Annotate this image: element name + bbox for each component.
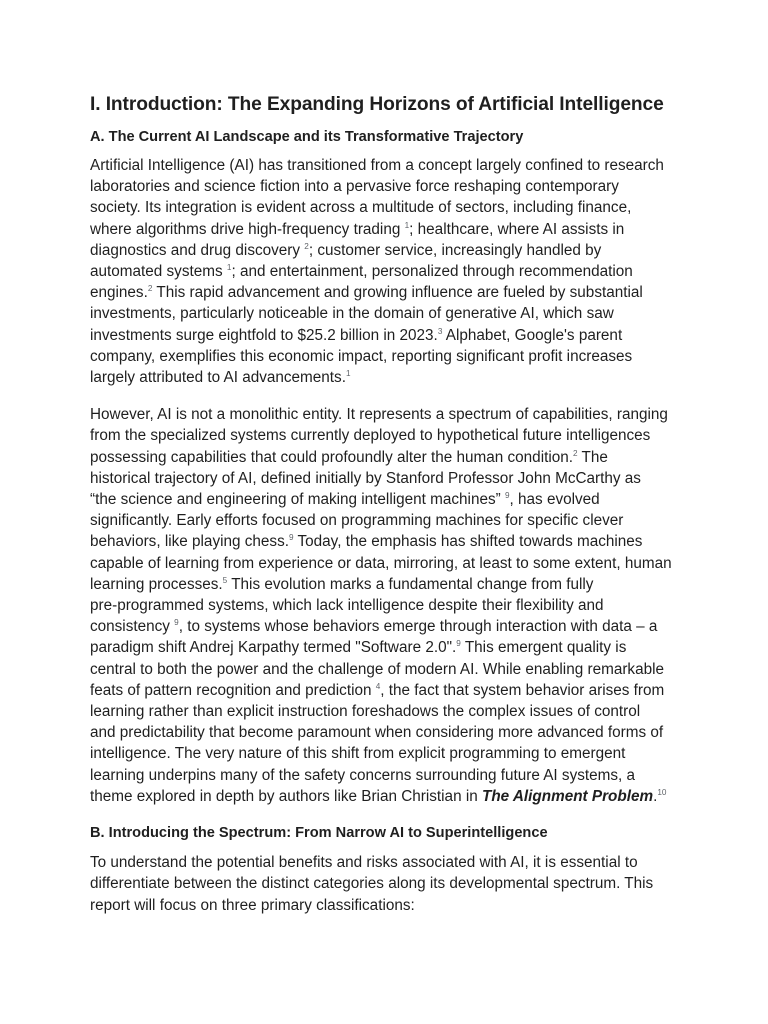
citation-superscript: 3 bbox=[437, 326, 443, 336]
text-run: pre-programmed systems, which lack intelligence despite their flexibility and bbox=[90, 597, 604, 615]
citation-superscript: 1 bbox=[226, 262, 232, 272]
citation-superscript: 2 bbox=[304, 241, 309, 251]
paragraph-line bbox=[90, 616, 690, 637]
paragraph-line bbox=[90, 574, 690, 595]
paragraph-line bbox=[90, 680, 690, 701]
paragraph-line bbox=[90, 346, 690, 367]
citation-superscript: 1 bbox=[345, 368, 351, 378]
text-run: society. Its integration is evident across a multitude of sectors, including finance, bbox=[90, 199, 632, 217]
paragraph-line bbox=[90, 325, 690, 346]
text-run: , has evolved bbox=[509, 491, 600, 509]
paragraph-line bbox=[90, 219, 690, 240]
paragraph-line bbox=[90, 765, 690, 786]
text-run: feats of pattern recognition and prediction bbox=[90, 681, 376, 699]
text-run: , the fact that system behavior arises from bbox=[380, 681, 665, 699]
text-run: automated systems bbox=[90, 263, 227, 281]
citation-superscript: 9 bbox=[456, 639, 461, 649]
paragraph-line bbox=[90, 553, 690, 574]
text-run: diagnostics and drug discovery bbox=[90, 241, 305, 259]
citation-superscript: 9 bbox=[288, 533, 294, 543]
text-run: learning underpins many of the safety concerns surrounding future AI systems, a bbox=[90, 766, 636, 784]
paragraph-line bbox=[90, 176, 690, 197]
subsection-title-a: A. The Current AI Landscape and its Transformative Trajectory bbox=[90, 129, 524, 145]
paragraph-3 bbox=[90, 852, 690, 916]
text-run: largely attributed to AI advancements. bbox=[90, 369, 346, 387]
paragraph-2 bbox=[90, 404, 690, 807]
paragraph-line bbox=[90, 743, 690, 764]
text-run: ; customer service, increasingly handled by bbox=[308, 241, 602, 259]
paragraph-line bbox=[90, 895, 690, 916]
text-run: intelligence. The very nature of this shift from explicit programming to emergent bbox=[90, 745, 626, 763]
paragraph-line bbox=[90, 510, 690, 531]
text-run: learning rather than explicit instruction foreshadows the complex issues of control bbox=[90, 703, 641, 721]
text-run: possessing capabilities that could profoundly alter the human condition. bbox=[90, 448, 574, 466]
text-run: from the specialized systems currently deployed to hypothetical future intelligences bbox=[90, 427, 651, 445]
text-run: . bbox=[653, 787, 658, 805]
paragraph-line bbox=[90, 155, 690, 176]
paragraph-line bbox=[90, 852, 690, 873]
text-run: significantly. Early efforts focused on programming machines for specific clever bbox=[90, 512, 624, 530]
text-run: investments, particularly noticeable in the domain of generative AI, which saw bbox=[90, 305, 614, 323]
paragraph-line bbox=[90, 659, 690, 680]
text-run: theme explored in depth by authors like Brian Christian in bbox=[90, 787, 482, 805]
subsection-title-b: B. Introducing the Spectrum: From Narrow AI to Superintelligence bbox=[90, 825, 548, 842]
text-run: paradigm shift Andrej Karpathy termed "Software 2.0". bbox=[90, 639, 457, 657]
paragraph-line bbox=[90, 468, 690, 489]
paragraph-line bbox=[90, 637, 690, 658]
paragraph-line bbox=[90, 489, 690, 510]
citation-superscript: 4 bbox=[375, 681, 381, 691]
text-run: To understand the potential benefits and risks associated with AI, it is essential to bbox=[90, 854, 638, 872]
section-title: I. Introduction: The Expanding Horizons of Artificial Intelligence bbox=[90, 94, 664, 115]
text-run: engines. bbox=[90, 284, 148, 302]
text-run: ; and entertainment, personalized through recommendation bbox=[231, 263, 633, 281]
text-run: historical trajectory of AI, defined initially by Stanford Professor John McCarthy as bbox=[90, 469, 641, 487]
paragraph-line bbox=[90, 447, 690, 468]
citation-superscript: 9 bbox=[174, 618, 179, 628]
paragraph-line bbox=[90, 425, 690, 446]
text-run: Today, the emphasis has shifted towards machines bbox=[293, 533, 643, 551]
citation-superscript: 10 bbox=[657, 787, 667, 797]
paragraph-line bbox=[90, 595, 690, 616]
document-page bbox=[90, 92, 690, 916]
citation-superscript: 2 bbox=[147, 284, 153, 294]
paragraph-line bbox=[90, 873, 690, 894]
citation-superscript: 9 bbox=[504, 490, 510, 500]
text-run: central to both the power and the challenge of modern AI. While enabling remarkable bbox=[90, 660, 664, 678]
paragraph-line bbox=[90, 404, 690, 425]
paragraph-line bbox=[90, 701, 690, 722]
text-run: The bbox=[577, 448, 608, 466]
text-run: capable of learning from experience or data, mirroring, at least to some extent, human bbox=[90, 554, 672, 572]
text-run: where algorithms drive high-frequency trading bbox=[90, 220, 405, 238]
text-run: “the science and engineering of making intelligent machines” bbox=[90, 491, 505, 509]
text-run: This rapid advancement and growing influence are fueled by substantial bbox=[152, 284, 643, 302]
paragraph-line bbox=[90, 282, 690, 303]
book-title: The Alignment Problem bbox=[481, 787, 654, 805]
text-run: Artificial Intelligence (AI) has transitioned from a concept largely confined to research bbox=[90, 157, 664, 174]
text-run: behaviors, like playing chess. bbox=[90, 533, 289, 551]
paragraph-line bbox=[90, 303, 690, 324]
text-run: laboratories and science fiction into a pervasive force reshaping contemporary bbox=[90, 178, 619, 196]
text-run: , to systems whose behaviors emerge through interaction with data – a bbox=[178, 618, 658, 636]
paragraph-line bbox=[90, 722, 690, 743]
text-run: This emergent quality is bbox=[460, 639, 627, 657]
text-run: consistency bbox=[90, 618, 175, 636]
text-run: However, AI is not a monolithic entity. It represents a spectrum of capabilities, ranging bbox=[90, 406, 668, 424]
paragraph-line bbox=[90, 367, 690, 388]
text-run: differentiate between the distinct categories along its developmental spectrum. This bbox=[90, 875, 654, 893]
text-run: This evolution marks a fundamental change from fully bbox=[227, 575, 594, 593]
paragraph-line bbox=[90, 240, 690, 261]
text-run: and predictability that become paramount when considering more advanced forms of bbox=[90, 724, 664, 742]
text-run: report will focus on three primary classifications: bbox=[90, 896, 415, 914]
paragraph-line bbox=[90, 197, 690, 218]
text-run: ; healthcare, where AI assists in bbox=[409, 220, 625, 238]
citation-superscript: 2 bbox=[573, 448, 578, 458]
paragraph-line bbox=[90, 261, 690, 282]
text-run: investments surge eightfold to $25.2 billion in 2023. bbox=[90, 326, 438, 344]
text-run: company, exemplifies this economic impact, reporting significant profit increases bbox=[90, 347, 633, 365]
citation-superscript: 1 bbox=[404, 220, 410, 230]
text-run: Alphabet, Google's parent bbox=[442, 326, 623, 344]
text-run: learning processes. bbox=[90, 575, 223, 593]
paragraph-1 bbox=[90, 155, 690, 388]
paragraph-line bbox=[90, 531, 690, 552]
citation-superscript: 5 bbox=[222, 575, 228, 585]
paragraph-line bbox=[90, 786, 690, 807]
